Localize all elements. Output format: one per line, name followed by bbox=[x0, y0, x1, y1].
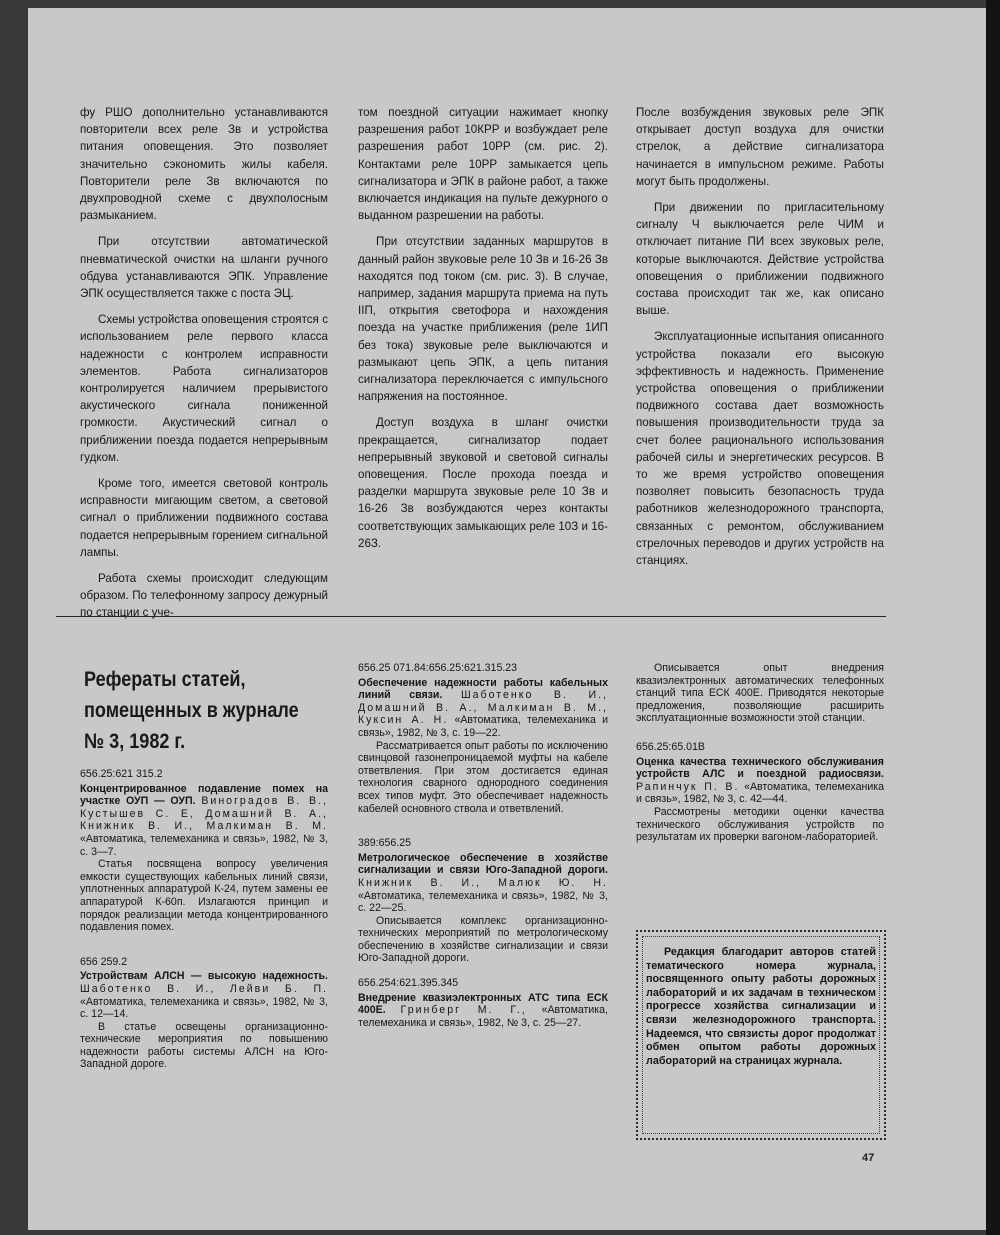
abstract-title: Метрологическое обеспечение в хозяйстве сигнализации и связи Юго-Западной дороги. bbox=[358, 851, 608, 877]
article-paragraph: Эксплуатационные испытания описанного устройства показали его высокую эффективность и надежность. Применение устройства оповещения о приближении подвижного состава дает возможность повышения производительности труда за счет более рационального использования рабочей силы и энергетических ресурсов. В то же время устройство оповещения позволяет повысить безопасность труда работников железнодорожного транспорта, связанных с ремонтом, обслуживанием стрелочных переводов и других устройств на станциях. bbox=[636, 330, 884, 568]
page-number: 47 bbox=[862, 1152, 875, 1164]
abstract-body: Описывается опыт внедрения квазиэлектронных автоматических телефонных станций типа ЕСК 400Е. Приводятся некоторые предложения, позволяющие расширить эксплуатационные возможности этой станции. bbox=[636, 662, 884, 725]
article-paragraph: Кроме того, имеется световой контроль исправности мигающим светом, а световой сигнал о приближении подвижного состава подается непрерывным горением сигнальной лампы. bbox=[80, 477, 328, 559]
abstract-body: Рассмотрены методики оценки качества технического обслуживания устройств по результатам их проверки вагоном-лабораторией. bbox=[636, 805, 884, 844]
editorial-notice-box bbox=[636, 930, 886, 1140]
abstract-item bbox=[358, 977, 608, 1029]
udc-code: 656.254:621.395.345 bbox=[358, 977, 459, 990]
abstract-source: «Автоматика, телемеханика и связь», 1982, № 3, с. 42—44. bbox=[636, 780, 884, 806]
article-column-3 bbox=[636, 104, 884, 578]
udc-code: 656.25:65.01В bbox=[636, 740, 705, 753]
abstract-authors: Шаботенко В. И., Домашний В. А., Малкиман В. М., Куксин А. Н. bbox=[358, 689, 608, 727]
abstract-title: Внедрение квазиэлектронных АТС типа ЕСК 400Е. bbox=[358, 991, 608, 1017]
abstract-authors: Виноградов В. В., Кустышев С. Е, Домашний В. А., Книжник В. И., Малкиман В. М. bbox=[80, 795, 328, 833]
abstract-source: «Автоматика, телемеханика и связь», 1982, № 3, с. 12—14. bbox=[80, 995, 328, 1021]
article-column-1 bbox=[80, 104, 328, 631]
abstract-item bbox=[636, 662, 884, 725]
abstract-title: Концентрированное подавление помех на участке ОУП — ОУП. bbox=[80, 782, 328, 808]
abstracts-column-2 bbox=[358, 662, 608, 1041]
abstract-authors: Гринберг М. Г., bbox=[400, 1004, 527, 1017]
editorial-notice-text: Редакция благодарит авторов статей тематического номера журнала, посвященного опыту работы дорожных лабораторий и их задачам в техническом прогрессе хозяйства сигнализации и связи железнодорожного транспорта. Надеемся, что связисты дорог продолжат обмен опытом работы дорожных лабораторий на страницах журнала. bbox=[646, 946, 876, 1067]
article-paragraph: При отсутствии заданных маршрутов в данный район звуковые реле 10 Зв и 16-26 Зв находятся под током (см. рис. 3). В случае, например, задания маршрута приема на путь IIП, открытия светофора и нахождения поезда на участке приближения (реле 1ИП без тока) звуковые реле выключаются и размыкают цепь ЭПК, а цепь питания сигнализатора переключается с импульсного напряжения на постоянное. bbox=[358, 235, 608, 404]
abstract-item bbox=[80, 768, 328, 934]
article-paragraph: Схемы устройства оповещения строятся с использованием реле первого класса надежности с контролем исправности элементов. Работа сигнализаторов контролируется наличием прерывистого акустического сигнала пониженной громкости. Акустический сигнал о приближении поезда подается непрерывным гудком. bbox=[80, 313, 328, 464]
abstract-authors: Рапинчук П. В. bbox=[636, 780, 740, 793]
abstract-source: «Автоматика, телемеханика и связь», 1982, № 3, с. 19—22. bbox=[358, 714, 608, 739]
abstract-authors: Книжник В. И., Малюк Ю. Н. bbox=[358, 876, 608, 889]
udc-code: 389:656.25 bbox=[358, 837, 412, 850]
article-column-2 bbox=[358, 104, 608, 561]
abstract-body: В статье освещены организационно-технические мероприятия по повышению надежности работы системы АЛСН на Юго-Западной дороге. bbox=[80, 1020, 328, 1071]
article-paragraph: том поездной ситуации нажимает кнопку разрешения работ 10КРР и возбуждает реле разрешения работ 10РР (см. рис. 2). Контактами реле 10РР замыкается цепь сигнализатора и ЭПК в районе работ, а также включается индикация на пульте дежурного о выданном разрешении на работы. bbox=[358, 106, 608, 223]
abstracts-column-3 bbox=[636, 662, 884, 856]
abstract-authors: Шаботенко В. И., Лейви Б. П. bbox=[80, 982, 328, 995]
abstract-item bbox=[358, 662, 608, 815]
abstract-source: «Автоматика, телемеханика и связь», 1982, № 3, с. 22—25. bbox=[358, 889, 608, 915]
article-paragraph: фу РШО дополнительно устанавливаются повторители всех реле Зв и устройства питания оповещения. Это позволяет значительно сэкономить жилы кабеля. Повторители реле Зв включаются по двухпроводной схеме с двухполосным размыканием. bbox=[80, 106, 328, 223]
abstract-body: Статья посвящена вопросу увеличения емкости существующих кабельных линий связи, уплотненных аппаратурой К-24, путем замены ее аппаратурой К-60п. Излагаются принцип и порядок реализации метода концентрированного подавления помех. bbox=[80, 858, 328, 934]
abstract-body: Описывается комплекс организационно-технических мероприятий по метрологическому обеспечению в хозяйстве сигнализации и связи Юго-Западной дороги. bbox=[358, 914, 608, 965]
abstract-title: Оценка качества технического обслуживания устройств АЛС и поездной радиосвязи. bbox=[636, 755, 884, 781]
udc-code: 656.25:621 315.2 bbox=[80, 768, 163, 780]
abstract-title: Обеспечение надежности работы кабельных линий связи. bbox=[358, 676, 608, 702]
scan-edge bbox=[986, 0, 1000, 1235]
section-divider bbox=[56, 616, 886, 617]
abstracts-column-1 bbox=[80, 768, 328, 1083]
article-paragraph: При движении по пригласительному сигналу Ч выключается реле ЧИМ и отключает питание ПИ всех звуковых реле, которые выключаются. Действие устройства оповещения о приближении подвижного состава происходит так же, как описано выше. bbox=[636, 201, 884, 318]
udc-code: 656 259.2 bbox=[80, 955, 128, 968]
abstract-item bbox=[636, 741, 884, 844]
article-paragraph: Работа схемы происходит следующим образом. По телефонному запросу дежурный по станции с уче- bbox=[80, 572, 328, 620]
abstracts-heading: Рефераты статей, помещенных в журнале № 3, 1982 г. bbox=[84, 668, 299, 753]
abstract-item bbox=[80, 956, 328, 1071]
abstract-source: «Автоматика, телемеханика и связь», 1982, № 3, с. 25—27. bbox=[358, 1004, 608, 1029]
abstract-body: Рассматривается опыт работы по исключению свинцовой газонепроницаемой муфты на кабеле ответвления. При этом достигается единая технология сварного однородного соединения всех типов муфт. Это обеспечивает надежность кабелей основного ствола и ответвлений. bbox=[358, 739, 608, 815]
abstract-source: «Автоматика, телемеханика и связь», 1982, № 3, с. 3—7. bbox=[80, 832, 328, 858]
abstract-title: Устройствам АЛСН — высокую надежность. bbox=[80, 970, 328, 983]
article-paragraph: После возбуждения звуковых реле ЭПК открывает доступ воздуха для очистки стрелок, а действие сигнализатора начинается в импульсном режиме. Работы могут быть продолжены. bbox=[636, 106, 884, 188]
article-paragraph: Доступ воздуха в шланг очистки прекращается, сигнализатор подает непрерывный звуковой и световой сигналы оповещения. После прохода поезда и разделки маршрута звуковые реле 10 Зв и 16-26 Зв возбуждаются через контакты соответствующих замыкающих реле 10З и 16-26З. bbox=[358, 416, 608, 550]
udc-code: 656.25 071.84:656.25:621.315.23 bbox=[358, 662, 518, 674]
abstract-item bbox=[358, 837, 608, 965]
article-paragraph: При отсутствии автоматической пневматической очистки на шланги ручного обдува устанавливаются ЭПК. Управление ЭПК осуществляется также с поста ЭЦ. bbox=[80, 235, 328, 301]
